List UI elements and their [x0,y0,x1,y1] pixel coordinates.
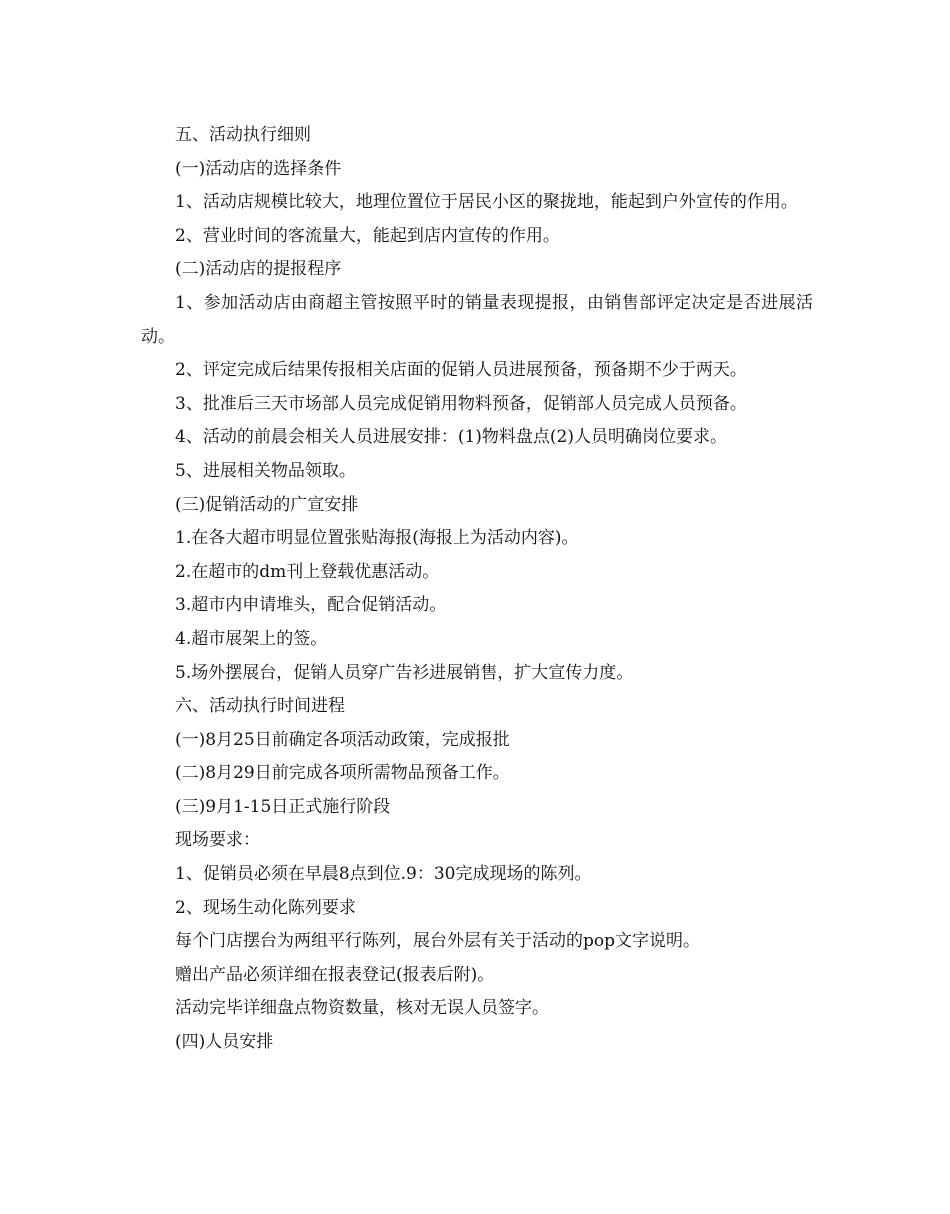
paragraph: 4、活动的前晨会相关人员进展安排：(1)物料盘点(2)人员明确岗位要求。 [175,427,727,448]
section-heading-6: 六、活动执行时间进程 [175,696,345,717]
timeline-item: (一)8月25日前确定各项活动政策，完成报批 [175,729,510,750]
list-item: 4.超市展架上的签。 [175,628,328,649]
timeline-item: (三)9月1-15日正式施行阶段 [175,796,391,817]
subsection-heading: (三)促销活动的广宣安排 [175,494,359,515]
paragraph: 1、参加活动店由商超主管按照平时的销量表现提报，由销售部评定决定是否进展活动。 [141,292,813,347]
subsection-heading: (一)活动店的选择条件 [175,158,342,179]
section-heading-5: 五、活动执行细则 [175,125,311,145]
paragraph: 1、促销员必须在早晨8点到位.9：30完成现场的陈列。 [175,864,592,885]
timeline-item: (二)8月29日前完成各项所需物品预备工作。 [175,763,510,784]
subsection-heading: (二)活动店的提报程序 [175,259,342,280]
paragraph: 1、活动店规模比较大，地理位置位于居民小区的聚拢地，能起到户外宣传的作用。 [175,192,798,213]
paragraph: 5、进展相关物品领取。 [175,460,356,481]
list-item: 1.在各大超市明显位置张贴海报(海报上为活动内容)。 [175,528,579,549]
paragraph: 活动完毕详细盘点物资数量，核对无误人员签字。 [175,998,549,1019]
paragraph: 3、批准后三天市场部人员完成促销用物料预备，促销部人员完成人员预备。 [175,393,747,414]
list-item: 2.在超市的dm刊上登载优惠活动。 [175,561,440,582]
paragraph: 2、营业时间的客流量大，能起到店内宣传的作用。 [175,225,560,246]
paragraph: 2、现场生动化陈列要求 [175,897,356,918]
paragraph: 现场要求： [175,830,260,851]
document-body [141,119,813,1060]
subsection-heading: (四)人员安排 [175,1032,274,1053]
paragraph: 2、评定完成后结果传报相关店面的促销人员进展预备，预备期不少于两天。 [175,360,747,381]
list-item: 5.场外摆展台，促销人员穿广告衫进展销售，扩大宣传力度。 [175,662,634,683]
list-item: 3.超市内申请堆头，配合促销活动。 [175,595,447,616]
paragraph: 赠出产品必须详细在报表登记(报表后附)。 [175,964,495,985]
paragraph: 每个门店摆台为两组平行陈列，展台外层有关于活动的pop文字说明。 [175,931,700,952]
